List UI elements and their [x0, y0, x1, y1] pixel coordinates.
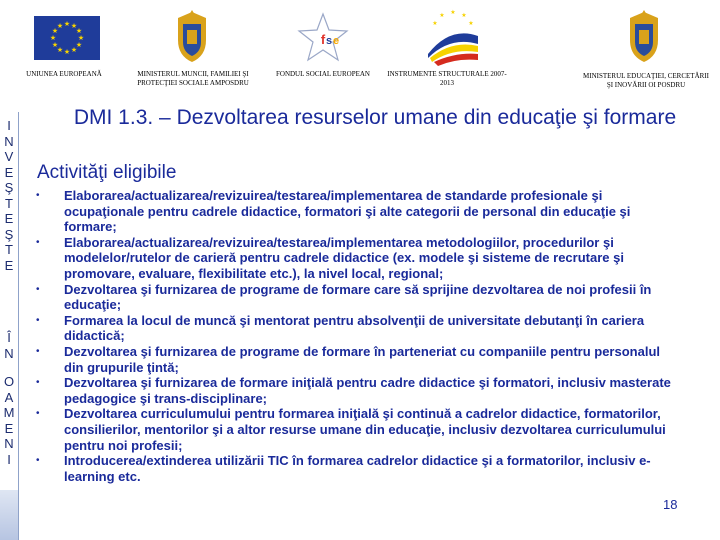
- ministry-labour-crest-logo: [172, 10, 212, 64]
- svg-text:★: ★: [51, 41, 59, 49]
- list-item: • Introducerea/extinderea utilizării TIC în formarea cadrelor didactice şi a formatorilor, inclusiv e-learning etc.: [36, 453, 651, 484]
- svg-text:★: ★: [450, 9, 456, 16]
- bullet: •: [36, 408, 40, 420]
- bullet: •: [36, 236, 40, 248]
- svg-text:★: ★: [70, 22, 78, 30]
- list-item: • Dezvoltarea curriculumului pentru formarea iniţială şi continuă a cadrelor didactice, formatorilor, consilierilor, mentorilor şi a altor resurse umane din educaţie, inclusiv dezvoltarea curriculumului pentru noi profesii;: [36, 406, 666, 453]
- vertical-slogan-sidebar: [0, 112, 19, 540]
- list-item: • Dezvoltarea şi furnizarea de programe de formare care să sprijine dezvoltarea de noi profesii în educaţie;: [36, 281, 652, 313]
- svg-text:★: ★: [77, 34, 85, 42]
- svg-text:★: ★: [75, 41, 83, 49]
- bullet: •: [36, 455, 40, 467]
- svg-text:★: ★: [461, 12, 467, 19]
- eligible-activities-list: [36, 188, 676, 484]
- header-logo-row: [0, 0, 720, 100]
- fse-caption: FONDUL SOCIAL EUROPEAN: [276, 70, 370, 78]
- list-item: • Dezvoltarea şi furnizarea de formare iniţială pentru cadre didactice şi formatori, inclusiv masterate pedagogice şi trans-disciplinare;: [36, 375, 671, 406]
- svg-text:★: ★: [439, 12, 445, 19]
- ministry-education-caption: MINISTERUL EDUCAŢIEI, CERCETĂRII ŞI INOVĂRII OI POSDRU: [583, 72, 709, 89]
- svg-text:★: ★: [49, 34, 57, 42]
- slide-title: DMI 1.3. – Dezvoltarea resurselor umane din educaţie şi formare: [73, 106, 677, 129]
- svg-text:★: ★: [468, 20, 474, 27]
- svg-text:e: e: [332, 35, 340, 47]
- bullet: •: [36, 345, 40, 357]
- bullet: •: [36, 190, 40, 201]
- list-item: • Formarea la locul de muncă şi mentorat pentru absolvenţii de universitate debutanţi în cariera didactică;: [36, 312, 645, 344]
- ministry-labour-caption: MINISTERUL MUNCII, FAMILIEI ŞI PROTECŢIEI SOCIALE AMPOSDRU: [137, 70, 249, 87]
- fse-logo: [296, 12, 350, 64]
- svg-text:★: ★: [56, 22, 64, 30]
- list-item: • Dezvoltarea şi furnizarea de programe de formare în parteneriat cu companiile pentru personalul din grupurile ţintă;: [36, 343, 661, 375]
- eu-caption: UNIUNEA EUROPEANĂ: [26, 70, 102, 78]
- sidebar-word-investeste: I N V E Ş T E Ş T E: [4, 118, 14, 273]
- svg-text:★: ★: [432, 20, 438, 27]
- svg-text:f: f: [320, 32, 326, 47]
- structural-instruments-caption: INSTRUMENTE STRUCTURALE 2007-2013: [387, 70, 507, 87]
- list-item: • Elaborarea/actualizarea/revizuirea/testarea/implementarea metodologiilor, procedurilor şi modelelor/rutelor de carieră pentru cadrele didactice (ex. modele şi sisteme de recrutare şi promovare, evaluare, flexibilitate etc.), la nivel local, regional;: [36, 234, 624, 281]
- svg-text:★: ★: [51, 27, 59, 35]
- bullet: •: [36, 283, 40, 295]
- sidebar-word-oameni: O A M E N I: [3, 374, 15, 467]
- list-item: • Elaborarea/actualizarea/revizuirea/testarea/implementarea de standarde profesionale şi ocupaţionale pentru cadrele didactice, formatori şi alte categorii de personal din educaţie şi formare;: [36, 188, 631, 235]
- svg-text:★: ★: [56, 46, 64, 54]
- structural-instruments-logo: [420, 6, 486, 66]
- page-number: 18: [663, 497, 678, 512]
- svg-text:★: ★: [75, 27, 83, 35]
- svg-text:★: ★: [70, 46, 78, 54]
- bullet: •: [36, 377, 40, 389]
- bullet: •: [36, 314, 40, 326]
- ministry-education-crest-logo: [624, 10, 664, 64]
- sidebar-word-in: Î N: [4, 330, 14, 361]
- svg-text:★: ★: [63, 20, 71, 28]
- eu-flag-logo: [34, 16, 100, 60]
- slide-subtitle: Activităţi eligibile: [37, 162, 177, 183]
- svg-text:s: s: [325, 35, 333, 47]
- sidebar-bottom-band: [0, 490, 18, 540]
- svg-text:★: ★: [63, 48, 71, 56]
